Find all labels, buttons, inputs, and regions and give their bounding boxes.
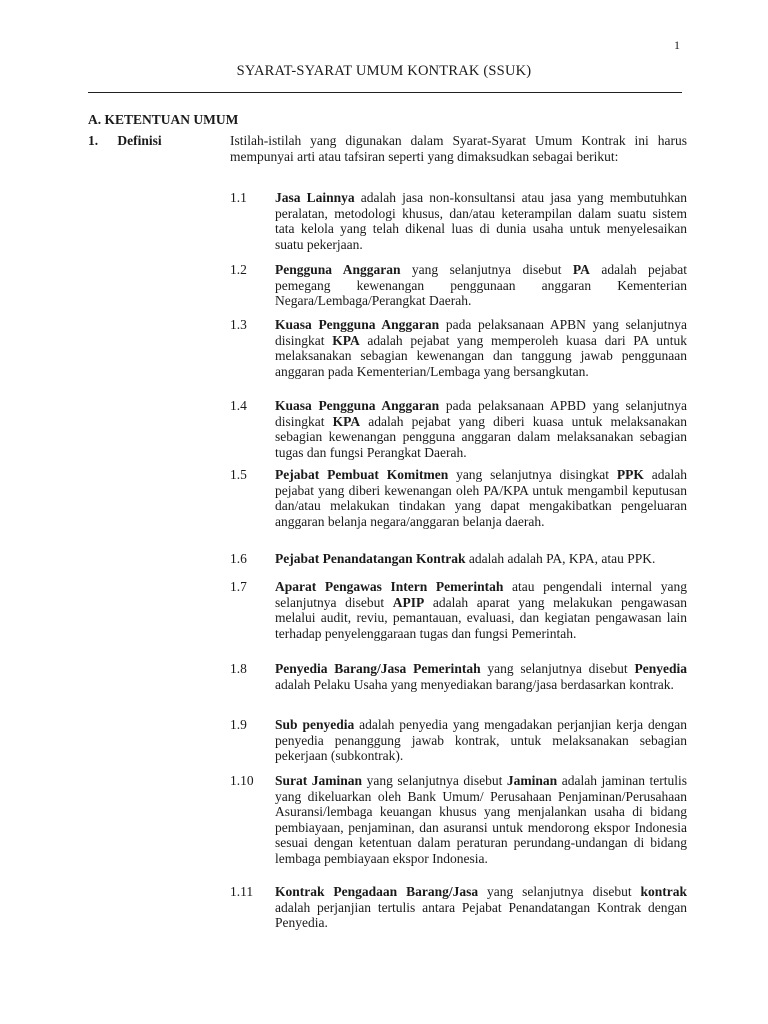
defined-term: APIP [392,594,425,610]
item-number: 1.8 [230,661,247,676]
item-number: 1.9 [230,717,247,732]
item-text-segment: adalah Pelaku Usaha yang menyediakan barang/jasa berdasarkan kontrak. [275,676,674,692]
item-text [275,262,687,309]
item-number: 1.6 [230,551,247,566]
item-text [275,398,687,460]
item-number: 1.10 [230,773,254,788]
defined-term: Penyedia Barang/Jasa Pemerintah [275,661,481,676]
item-text [275,884,687,931]
item-text-segment: adalah aparat yang melakukan pengawasan melalui audit, reviu, pemantauan, evaluasi, dan kegiatan pengawasan lain terhadap penyelenggaraan tugas dan fungsi Pemerintah. [275,594,687,641]
item-number: 1.3 [230,317,247,332]
definition-item [230,398,687,460]
document-title: SYARAT-SYARAT UMUM KONTRAK (SSUK) [236,63,532,79]
item-text [275,661,687,692]
item-text-segment: adalah jasa non-konsultansi atau jasa yang membutuhkan peralatan, metodologi khusus, dan/atau keterampilan dalam suatu sistem tata kelola yang telah dikenal luas di dunia usaha untuk menyelesaikan suatu pekerjaan. [275,190,687,252]
item-text-segment: adalah perjanjian tertulis antara Pejabat Penandatangan Kontrak dengan Penyedia. [275,899,687,930]
definition-heading [88,133,162,149]
definition-intro: Istilah-istilah yang digunakan dalam Syarat-Syarat Umum Kontrak ini harus mempunyai arti atau tafsiran seperti yang dimaksudkan sebagai berikut: [230,133,687,164]
item-text [275,579,687,641]
definition-title: Definisi [117,133,162,148]
item-number: 1.4 [230,398,247,413]
item-text-segment: pada pelaksanaan APBD yang selanjutnya disingkat [275,398,687,429]
defined-term: PA [572,262,590,277]
defined-term: Kuasa Pengguna Anggaran [275,317,440,332]
item-number: 1.5 [230,467,247,482]
item-text [275,551,687,567]
item-text-segment: adalah adalah PA, KPA, atau PPK. [465,551,656,566]
defined-term: Jaminan [506,773,558,788]
item-text-segment: pada pelaksanaan APBN yang selanjutnya disingkat [275,317,687,348]
definition-number: 1. [88,133,99,148]
item-text-segment: adalah pejabat yang diberi kuasa untuk melaksanakan sebagian kewenangan pengguna anggaran dalam melaksanakan sebagian tugas dan fungsi Perangkat Daerah. [275,413,687,460]
defined-term: Pengguna Anggaran [275,262,401,277]
item-number: 1.2 [230,262,247,277]
defined-term: kontrak [640,884,687,899]
item-text-segment: yang selanjutnya disebut [480,661,635,676]
item-text-segment: atau pengendali internal yang selanjutnya disebut [275,579,688,610]
definition-item [230,661,687,692]
definition-item [230,551,687,567]
item-text [275,190,687,252]
item-number: 1.7 [230,579,247,594]
item-number: 1.11 [230,884,254,899]
definition-item [230,190,687,252]
item-text [275,467,687,529]
item-text-segment: adalah pejabat pemegang kewenangan penggunaan anggaran Kementerian Negara/Lembaga/Perangkat Daerah. [275,262,687,308]
defined-term: Jasa Lainnya [275,190,355,205]
item-text-segment: yang selanjutnya disebut [400,262,573,277]
item-text [275,773,687,866]
defined-term: Pejabat Pembuat Komitmen [275,467,449,482]
defined-term: KPA [332,413,361,429]
item-text-segment: adalah pejabat yang memperoleh kuasa dari PA untuk melaksanakan sebagian kewenangan dan tanggung jawab penggunaan anggaran pada Kementerian/Lembaga yang bersangkutan. [275,332,687,379]
item-text-segment: yang selanjutnya disebut [478,884,641,899]
defined-term: Kuasa Pengguna Anggaran [275,398,440,413]
item-text-segment: adalah pejabat yang diberi kewenangan oleh PA/KPA untuk mengambil keputusan dan/atau melakukan tindakan yang dapat mengakibatkan pengeluaran anggaran belanja negara/anggaran belanja daerah. [275,467,687,529]
item-number: 1.1 [230,190,247,205]
defined-term: Aparat Pengawas Intern Pemerintah [275,579,504,594]
item-text [275,317,687,379]
defined-term: Pejabat Penandatangan Kontrak [275,551,466,566]
defined-term: Penyedia [634,661,687,676]
definition-item [230,579,687,641]
item-text [275,717,687,764]
defined-term: KPA [332,332,360,348]
definition-item [230,773,687,866]
page-number: 1 [674,38,680,52]
defined-term: Surat Jaminan [275,773,363,788]
definition-item [230,262,687,309]
definition-item [230,467,687,529]
item-text-segment: adalah jaminan tertulis yang dikeluarkan oleh Bank Umum/ Perusahaan Penjaminan/Perusahaan Asuransi/lembaga keuangan khusus yang menjalankan usaha di bidang pembiayaan, penjaminan, dan asuransi untuk mendorong ekspor Indonesia sesuai dengan ketentuan dalam peraturan perundang-undangan di bidang lembaga pembiayaan ekspor Indonesia. [275,773,687,866]
definition-item [230,717,687,764]
defined-term: PPK [616,467,644,482]
definition-item [230,317,687,379]
item-text-segment: adalah penyedia yang mengadakan perjanjian kerja dengan penyedia penanggung jawab kontrak, untuk melaksanakan sebagian pekerjaan (subkontrak). [275,717,687,763]
item-text-segment: yang selanjutnya disingkat [448,467,617,482]
definition-item [230,884,687,931]
defined-term: Kontrak Pengadaan Barang/Jasa [275,884,479,899]
item-text-segment: yang selanjutnya disebut [362,773,507,788]
defined-term: Sub penyedia [275,717,355,732]
title-underline [88,92,682,93]
section-heading: A. KETENTUAN UMUM [88,112,239,127]
